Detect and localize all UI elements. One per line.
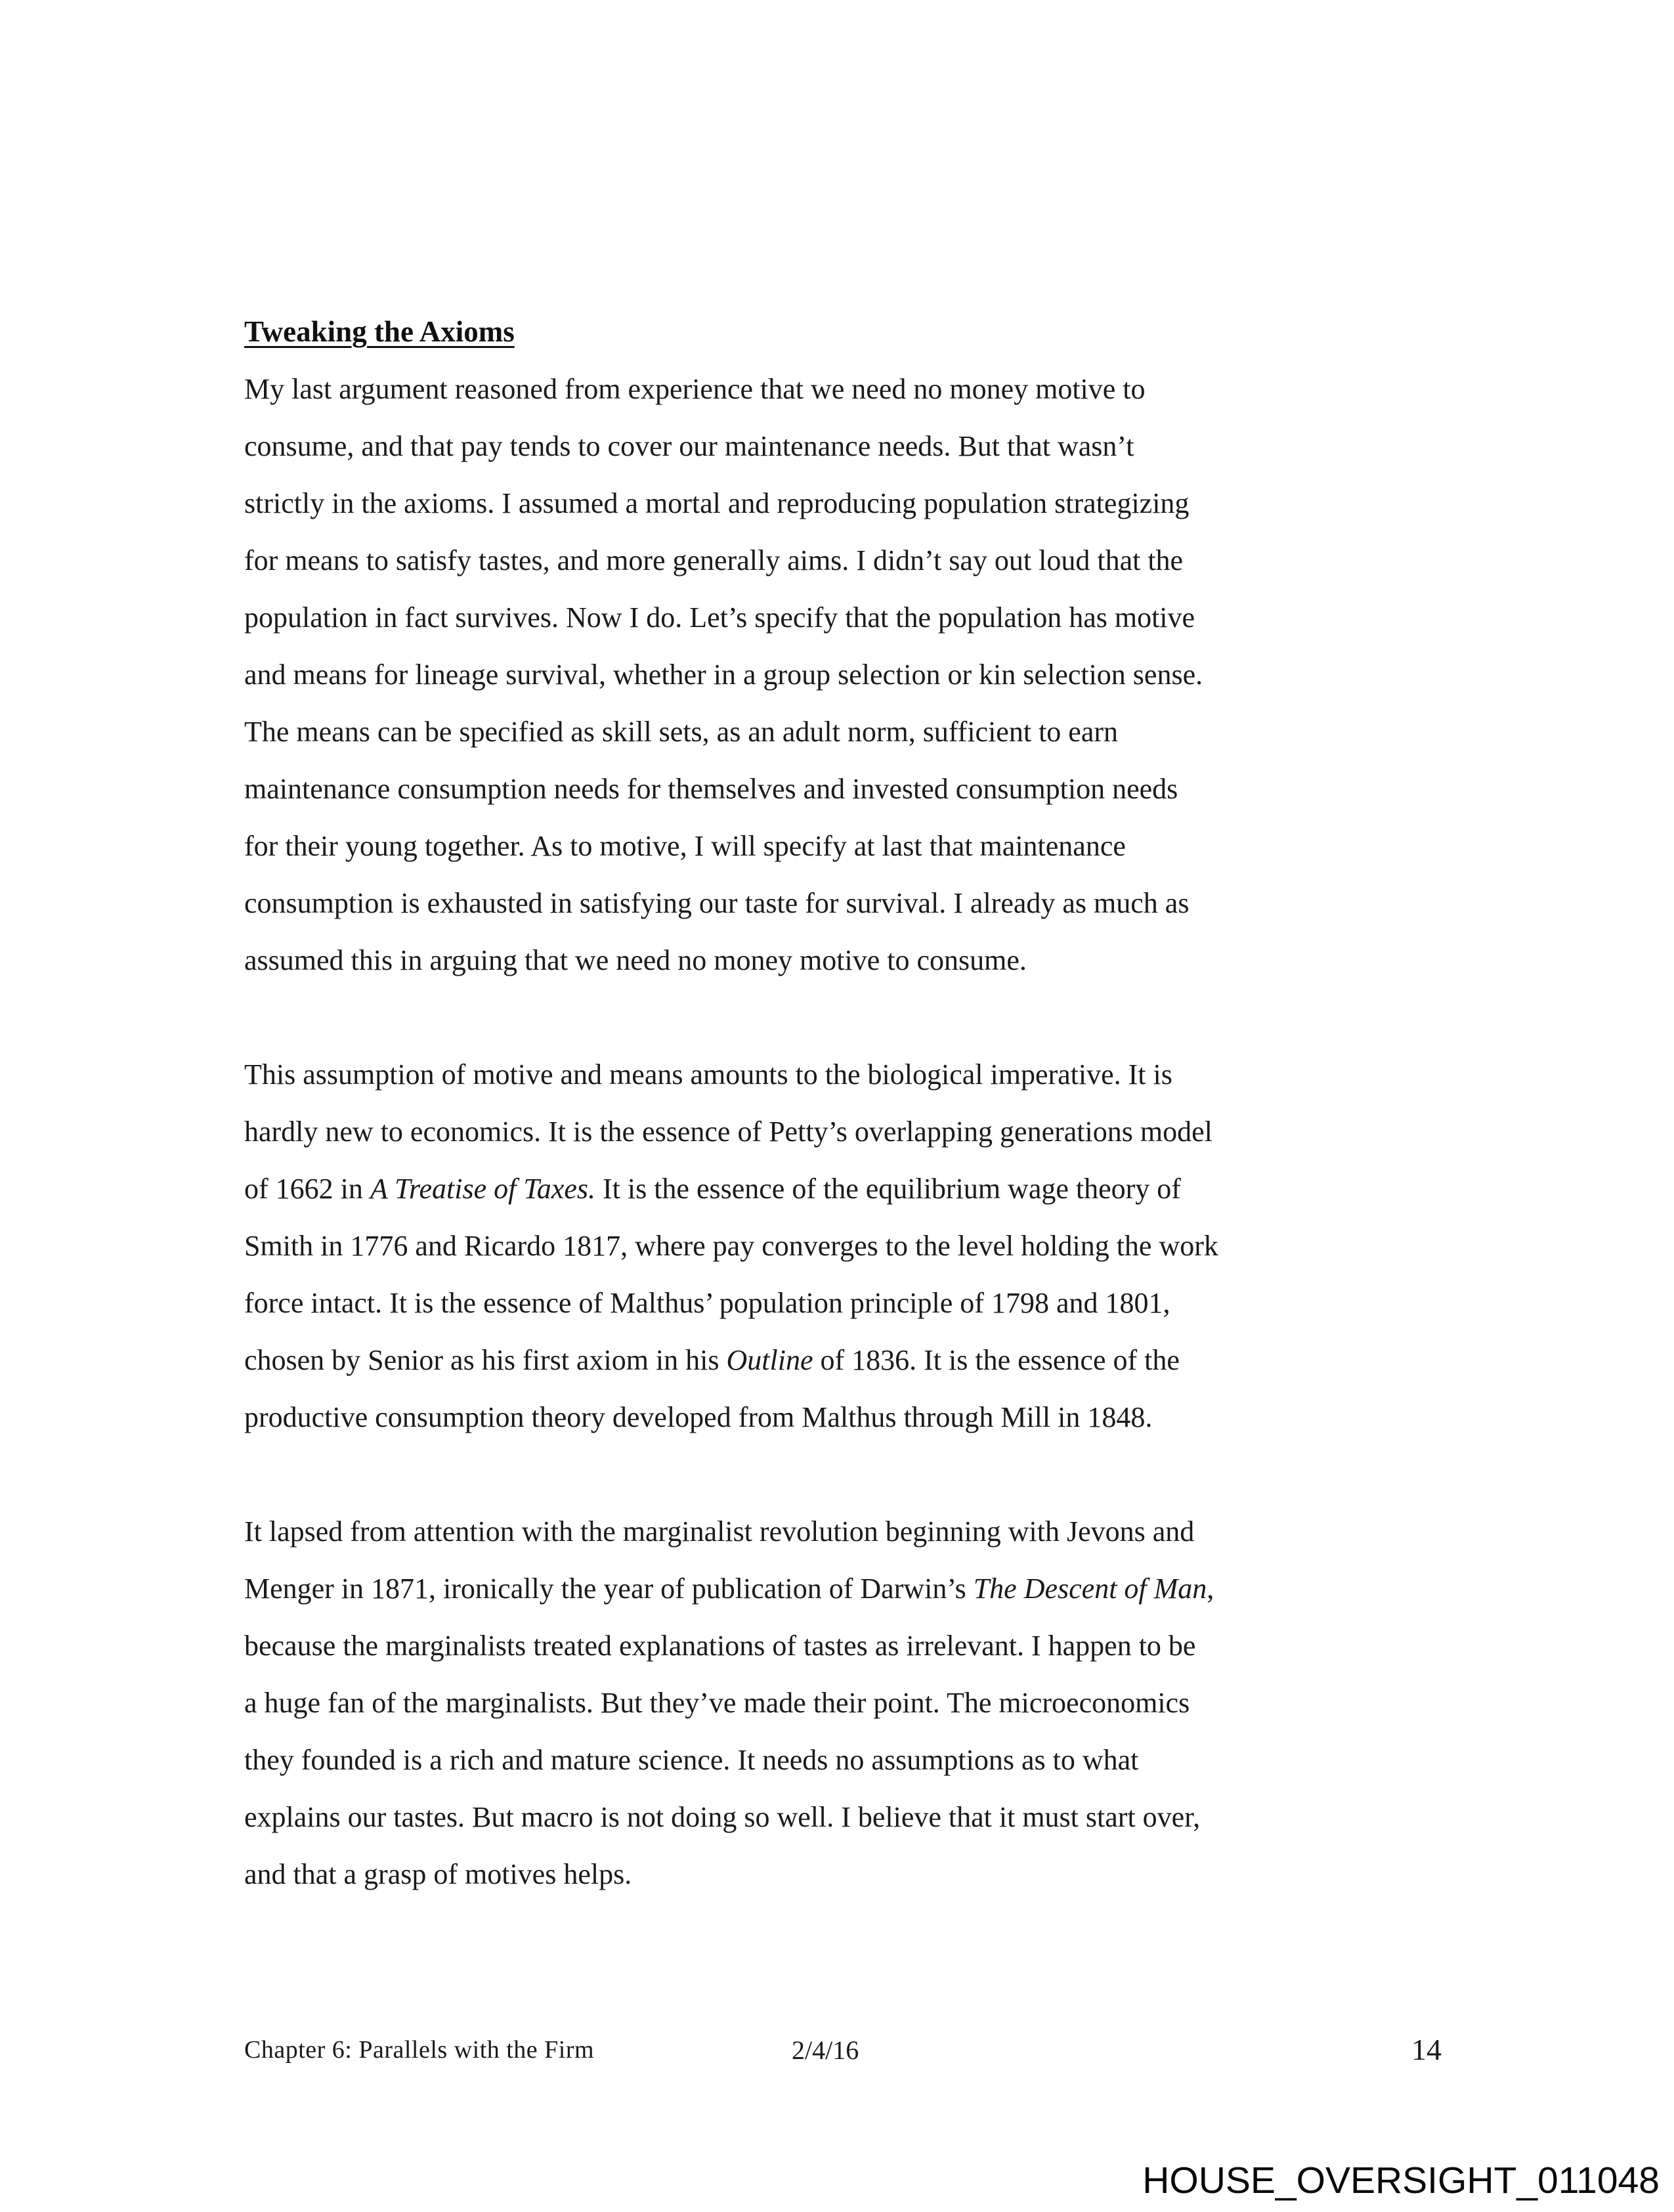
text-line [244,1103,1432,1160]
document-content [244,303,1432,1903]
text-line [244,875,1432,932]
text-line [244,646,1432,703]
text-run: force intact. It is the essence of Malthus’ population principle of 1798 and 1801, [244,1287,1170,1319]
text-run: maintenance consumption needs for themselves and invested consumption needs [244,773,1178,805]
text-run: hardly new to economics. It is the essence of Petty’s overlapping generations model [244,1116,1213,1148]
text-run: of 1662 in [244,1173,370,1205]
text-line [244,1389,1432,1446]
text-run: Menger in 1871, ironically the year of publication of Darwin’s [244,1572,974,1605]
text-line [244,1731,1432,1789]
text-run: of 1836. It is the essence of the [813,1344,1180,1376]
paragraph [244,1503,1432,1903]
text-line [244,1274,1432,1332]
italic-text-run: Outline [726,1344,813,1376]
text-run: consumption is exhausted in satisfying our taste for survival. I already as much as [244,887,1190,919]
section-heading-text: Tweaking the Axioms [244,315,515,348]
text-run: chosen by Senior as his first axiom in his [244,1344,727,1376]
text-run: and means for lineage survival, whether in a group selection or kin selection sense. [244,659,1203,691]
text-run: The means can be specified as skill sets, as an adult norm, sufficient to earn [244,716,1118,748]
paragraph [244,1046,1432,1446]
footer-date: 2/4/16 [792,2035,859,2065]
text-run: strictly in the axioms. I assumed a mortal and reproducing population strategizing [244,487,1190,519]
text-run: for means to satisfy tastes, and more generally aims. I didn’t say out loud that the [244,544,1184,576]
text-line [244,360,1432,418]
text-run: It lapsed from attention with the marginalist revolution beginning with Jevons and [244,1515,1195,1548]
document-body [244,360,1432,1903]
text-line [244,1503,1432,1560]
section-heading [244,303,1432,360]
text-line [244,760,1432,817]
text-run: This assumption of motive and means amounts to the biological imperative. It is [244,1058,1172,1091]
text-line [244,1789,1432,1846]
text-run: explains our tastes. But macro is not doing so well. I believe that it must start over, [244,1801,1201,1833]
text-line [244,475,1432,532]
text-run: population in fact survives. Now I do. Let’s specify that the population has motive [244,601,1195,634]
text-line [244,589,1432,646]
text-line [244,1617,1432,1674]
text-line [244,1674,1432,1731]
text-run: , [1207,1572,1214,1605]
text-run: assumed this in arguing that we need no money motive to consume. [244,944,1027,976]
text-run: consume, and that pay tends to cover our maintenance needs. But that wasn’t [244,430,1134,462]
text-run: and that a grasp of motives helps. [244,1858,632,1890]
text-line [244,932,1432,989]
text-line [244,1046,1432,1103]
page-number: 14 [1411,2033,1442,2066]
text-line [244,1160,1432,1217]
text-run: a huge fan of the marginalists. But they’ve made their point. The microeconomics [244,1687,1190,1719]
text-run: because the marginalists treated explanations of tastes as irrelevant. I happen to be [244,1630,1196,1662]
paragraph [244,360,1432,989]
text-line [244,1332,1432,1389]
text-line [244,703,1432,760]
bates-stamp [1142,2159,1660,2201]
text-line [244,1217,1432,1274]
text-line [244,532,1432,589]
text-run: productive consumption theory developed from Malthus through Mill in 1848. [244,1401,1153,1433]
bates-stamp-text: HOUSE_OVERSIGHT_011048 [1142,2159,1660,2201]
text-run: for their young together. As to motive, I will specify at last that maintenance [244,830,1126,862]
text-run: Smith in 1776 and Ricardo 1817, where pay converges to the level holding the work [244,1230,1218,1262]
text-line [244,1560,1432,1617]
text-run: My last argument reasoned from experience that we need no money motive to [244,373,1146,405]
text-line [244,418,1432,475]
text-line [244,817,1432,875]
text-run: they founded is a rich and mature science. It needs no assumptions as to what [244,1744,1139,1776]
page-footer [244,2033,1442,2083]
italic-text-run: The Descent of Man [973,1572,1207,1605]
text-line [244,1846,1432,1903]
footer-chapter: Chapter 6: Parallels with the Firm [244,2036,595,2064]
italic-text-run: A Treatise of Taxes. [370,1173,595,1205]
text-run: It is the essence of the equilibrium wage theory of [595,1173,1181,1205]
